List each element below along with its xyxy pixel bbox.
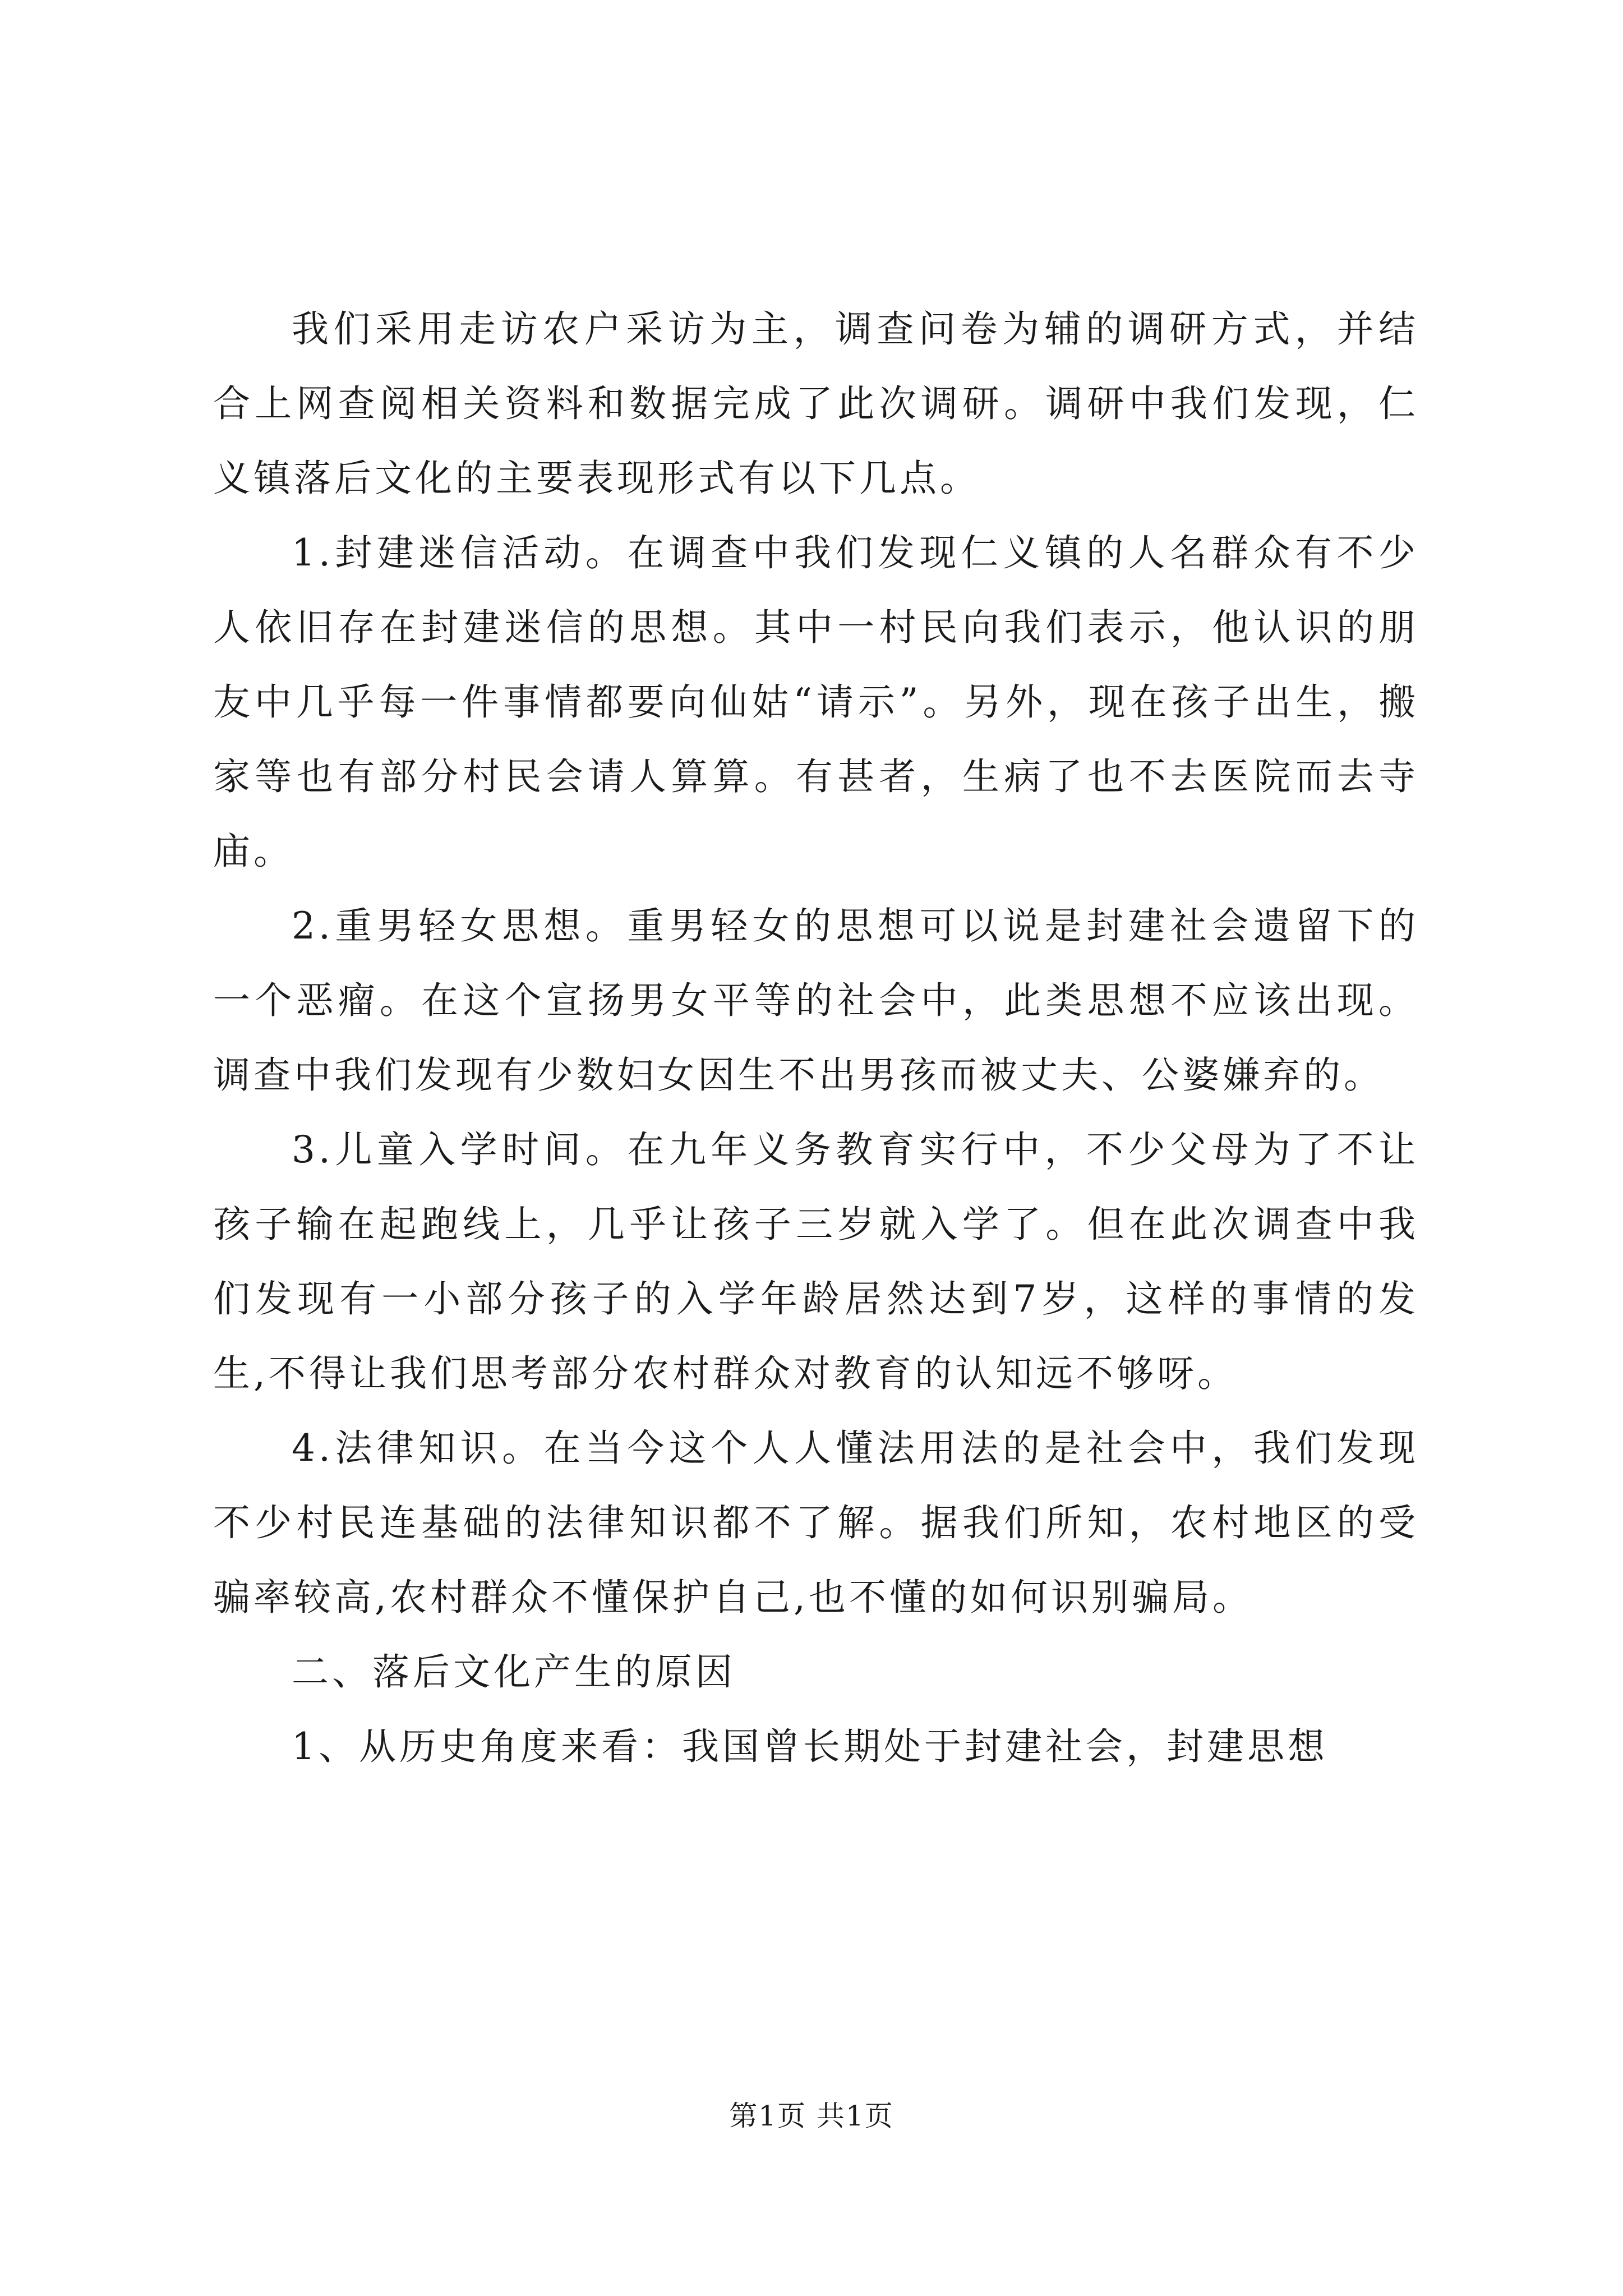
paragraph-gender-bias: 2.重男轻女思想。重男轻女的思想可以说是封建社会遗留下的一个恶瘤。在这个宣扬男女平等的社会中，此类思想不应该出现。调查中我们发现有少数妇女因生不出男孩而被丈夫、公婆嫌弃的。 [213, 904, 1419, 1097]
paragraph-school-age: 3.儿童入学时间。在九年义务教育实行中，不少父母为了不让孩子输在起跑线上，几乎让孩子三岁就入学了。但在此次调查中我们发现有一小部分孩子的入学年龄居然达到7岁，这样的事情的发生,不得让我们思考部分农村群众对教育的认知远不够呀。 [213, 1128, 1419, 1395]
page-footer: 第1页 共1页 [729, 2100, 894, 2132]
document-body [213, 292, 1419, 1784]
section-heading-causes: 二、落后文化产生的原因 [292, 1650, 736, 1694]
paragraph-historical-view: 1、从历史角度来看：我国曾长期处于封建社会，封建思想 [292, 1725, 1328, 1768]
paragraph-superstition: 1.封建迷信活动。在调查中我们发现仁义镇的人名群众有不少人依旧存在封建迷信的思想。其中一村民向我们表示，他认识的朋友中几乎每一件事情都要向仙姑“请示”。另外，现在孩子出生，搬家等也有部分村民会请人算算。有甚者，生病了也不去医院而去寺庙。 [213, 531, 1419, 873]
paragraph-intro: 我们采用走访农户采访为主，调查问卷为辅的调研方式，并结合上网查阅相关资料和数据完成了此次调研。调研中我们发现，仁义镇落后文化的主要表现形式有以下几点。 [213, 307, 1419, 500]
paragraph-legal-knowledge: 4.法律知识。在当今这个人人懂法用法的是社会中，我们发现不少村民连基础的法律知识都不了解。据我们所知，农村地区的受骗率较高,农村群众不懂保护自己,也不懂的如何识别骗局。 [213, 1427, 1419, 1619]
